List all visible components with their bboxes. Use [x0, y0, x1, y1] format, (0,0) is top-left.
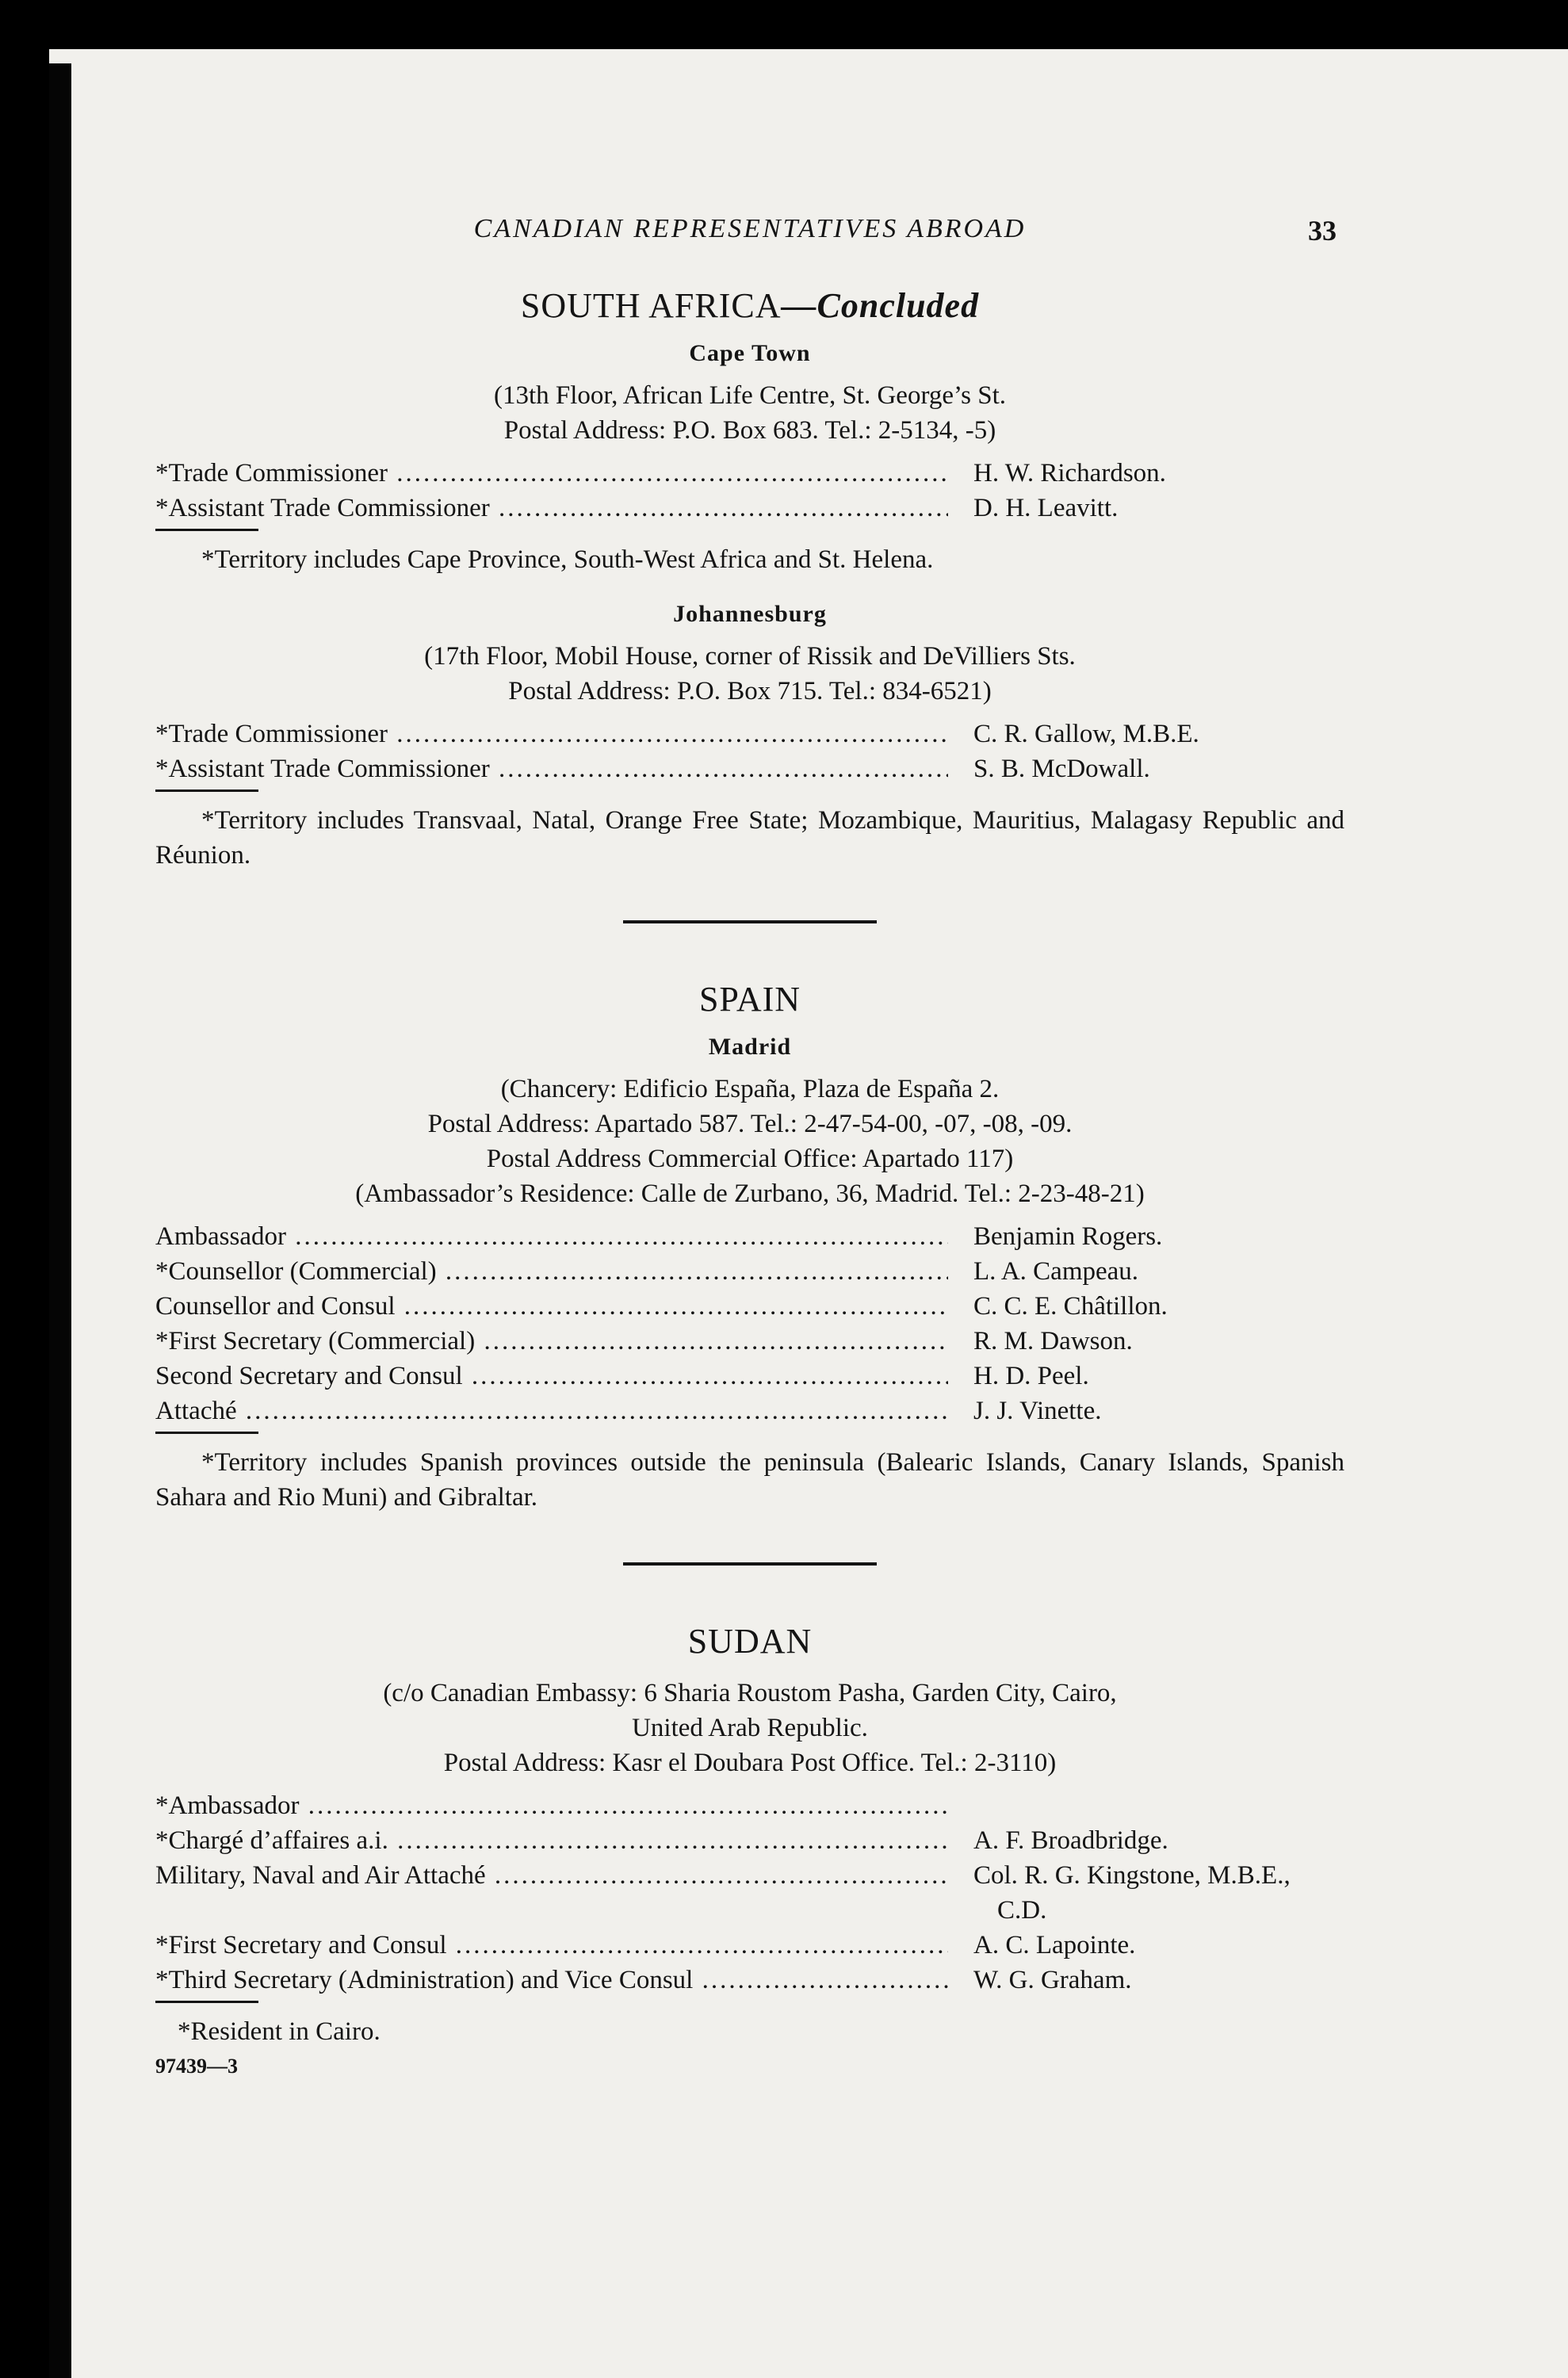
running-head-title: CANADIAN REPRESENTATIVES ABROAD — [473, 214, 1027, 243]
staff-name: L. A. Campeau. — [973, 1257, 1139, 1286]
staff-entry-continuation — [155, 1893, 1344, 1928]
staff-position: *Assistant Trade Commissioner ..... — [155, 491, 948, 526]
staff-name: A. F. Broadbridge. — [973, 1826, 1168, 1855]
footnote-rule — [155, 2001, 258, 2003]
staff-entry — [155, 456, 1344, 491]
staff-name: R. M. Dawson. — [973, 1327, 1133, 1355]
address-line: Postal Address: P.O. Box 715. Tel.: 834-6521) — [508, 677, 992, 705]
staff-entry — [155, 717, 1344, 751]
country-suffix: —Concluded — [781, 286, 980, 325]
staff-name: D. H. Leavitt. — [973, 494, 1119, 522]
section-divider — [623, 920, 877, 923]
staff-entry — [155, 1858, 1344, 1893]
country-heading: SPAIN — [698, 980, 801, 1019]
staff-entry — [155, 1324, 1344, 1359]
address-line: Postal Address: Kasr el Doubara Post Office. Tel.: 2-3110) — [443, 1749, 1057, 1777]
staff-entry — [155, 1823, 1344, 1858]
staff-position: Attaché ..... — [155, 1394, 948, 1428]
staff-list — [155, 717, 1344, 786]
staff-position: *Third Secretary (Administration) and Vice Consul ..... — [155, 1963, 948, 1998]
staff-position: Ambassador ..... — [155, 1219, 948, 1254]
staff-name: Col. R. G. Kingstone, M.B.E., — [973, 1861, 1291, 1890]
address-block — [155, 1072, 1344, 1211]
staff-entry — [155, 1394, 1344, 1428]
city-heading: Johannesburg — [673, 601, 827, 627]
page-footer — [155, 2014, 1344, 2084]
staff-entry — [155, 1359, 1344, 1394]
address-block — [155, 378, 1344, 448]
staff-entry — [155, 1254, 1344, 1289]
staff-name: C.D. — [997, 1896, 1047, 1925]
staff-name: J. J. Vinette. — [973, 1397, 1102, 1425]
staff-name: H. W. Richardson. — [973, 459, 1166, 487]
staff-name: H. D. Peel. — [973, 1362, 1089, 1390]
staff-list — [155, 1219, 1344, 1428]
staff-entry — [155, 491, 1344, 526]
staff-position: Second Secretary and Consul ..... — [155, 1359, 948, 1394]
address-block — [155, 639, 1344, 709]
city-heading: Madrid — [708, 1034, 792, 1060]
section-south-africa — [155, 285, 1344, 873]
staff-name: C. R. Gallow, M.B.E. — [973, 720, 1199, 748]
address-line: Postal Address: Apartado 587. Tel.: 2-47-54-00, -07, -08, -09. — [427, 1110, 1073, 1138]
staff-position: *Assistant Trade Commissioner ..... — [155, 751, 948, 786]
staff-position: *Ambassador ..... — [155, 1788, 948, 1823]
running-head — [155, 214, 1344, 262]
staff-name: A. C. Lapointe. — [973, 1931, 1136, 1959]
address-line: (17th Floor, Mobil House, corner of Rissik and DeVilliers Sts. — [424, 642, 1076, 671]
section-sudan — [155, 1621, 1344, 2084]
footnote-rule — [155, 1432, 258, 1434]
territory-note: *Territory includes Transvaal, Natal, Orange Free State; Mozambique, Mauritius, Malagasy Republic and Réunion. — [155, 806, 1344, 870]
country-heading: SUDAN — [687, 1622, 813, 1661]
resident-note: *Resident in Cairo. — [178, 2017, 381, 2046]
staff-entry — [155, 751, 1344, 786]
staff-entry — [155, 1219, 1344, 1254]
staff-entry — [155, 1788, 1344, 1823]
staff-position: Counsellor and Consul ..... — [155, 1289, 948, 1324]
print-code: 97439—3 — [155, 2055, 238, 2078]
staff-position: *Trade Commissioner ..... — [155, 717, 948, 751]
country-name: SOUTH AFRICA — [520, 286, 782, 325]
staff-name: W. G. Graham. — [973, 1966, 1132, 1994]
staff-position: Military, Naval and Air Attaché ..... — [155, 1858, 948, 1893]
page-content — [155, 214, 1344, 2084]
address-line: Postal Address Commercial Office: Apartado 117) — [486, 1145, 1014, 1173]
address-line: (Ambassador’s Residence: Calle de Zurbano, 36, Madrid. Tel.: 2-23-48-21) — [355, 1179, 1145, 1208]
staff-list — [155, 1788, 1344, 1998]
staff-name: Benjamin Rogers. — [973, 1222, 1163, 1251]
staff-name: C. C. E. Châtillon. — [973, 1292, 1168, 1321]
staff-entry — [155, 1928, 1344, 1963]
address-block — [155, 1676, 1344, 1780]
staff-position: *Counsellor (Commercial) ..... — [155, 1254, 948, 1289]
page-number: 33 — [1308, 215, 1337, 247]
country-heading — [155, 285, 1344, 326]
staff-name: S. B. McDowall. — [973, 755, 1150, 783]
staff-entry — [155, 1963, 1344, 1998]
staff-position: *Chargé d’affaires a.i. ..... — [155, 1823, 948, 1858]
city-heading: Cape Town — [689, 340, 811, 366]
binding-edge — [49, 63, 71, 2378]
address-line: (Chancery: Edificio España, Plaza de España 2. — [500, 1075, 1000, 1103]
address-line: United Arab Republic. — [632, 1714, 868, 1742]
staff-list — [155, 456, 1344, 526]
section-spain — [155, 979, 1344, 1515]
footnote-rule — [155, 529, 258, 531]
staff-position: *First Secretary and Consul ..... — [155, 1928, 948, 1963]
address-line: (13th Floor, African Life Centre, St. George’s St. — [493, 381, 1007, 410]
footnote-rule — [155, 789, 258, 792]
territory-note: *Territory includes Cape Province, South-West Africa and St. Helena. — [201, 545, 934, 574]
section-divider — [623, 1562, 877, 1566]
staff-position: *First Secretary (Commercial) ..... — [155, 1324, 948, 1359]
staff-entry — [155, 1289, 1344, 1324]
territory-note: *Territory includes Spanish provinces outside the peninsula (Balearic Islands, Canary Islands, Spanish Sahara and Rio Muni) and Gibraltar. — [155, 1448, 1344, 1512]
address-line: Postal Address: P.O. Box 683. Tel.: 2-5134, -5) — [503, 416, 996, 445]
address-line: (c/o Canadian Embassy: 6 Sharia Roustom Pasha, Garden City, Cairo, — [383, 1679, 1117, 1707]
staff-position: *Trade Commissioner ..... — [155, 456, 948, 491]
